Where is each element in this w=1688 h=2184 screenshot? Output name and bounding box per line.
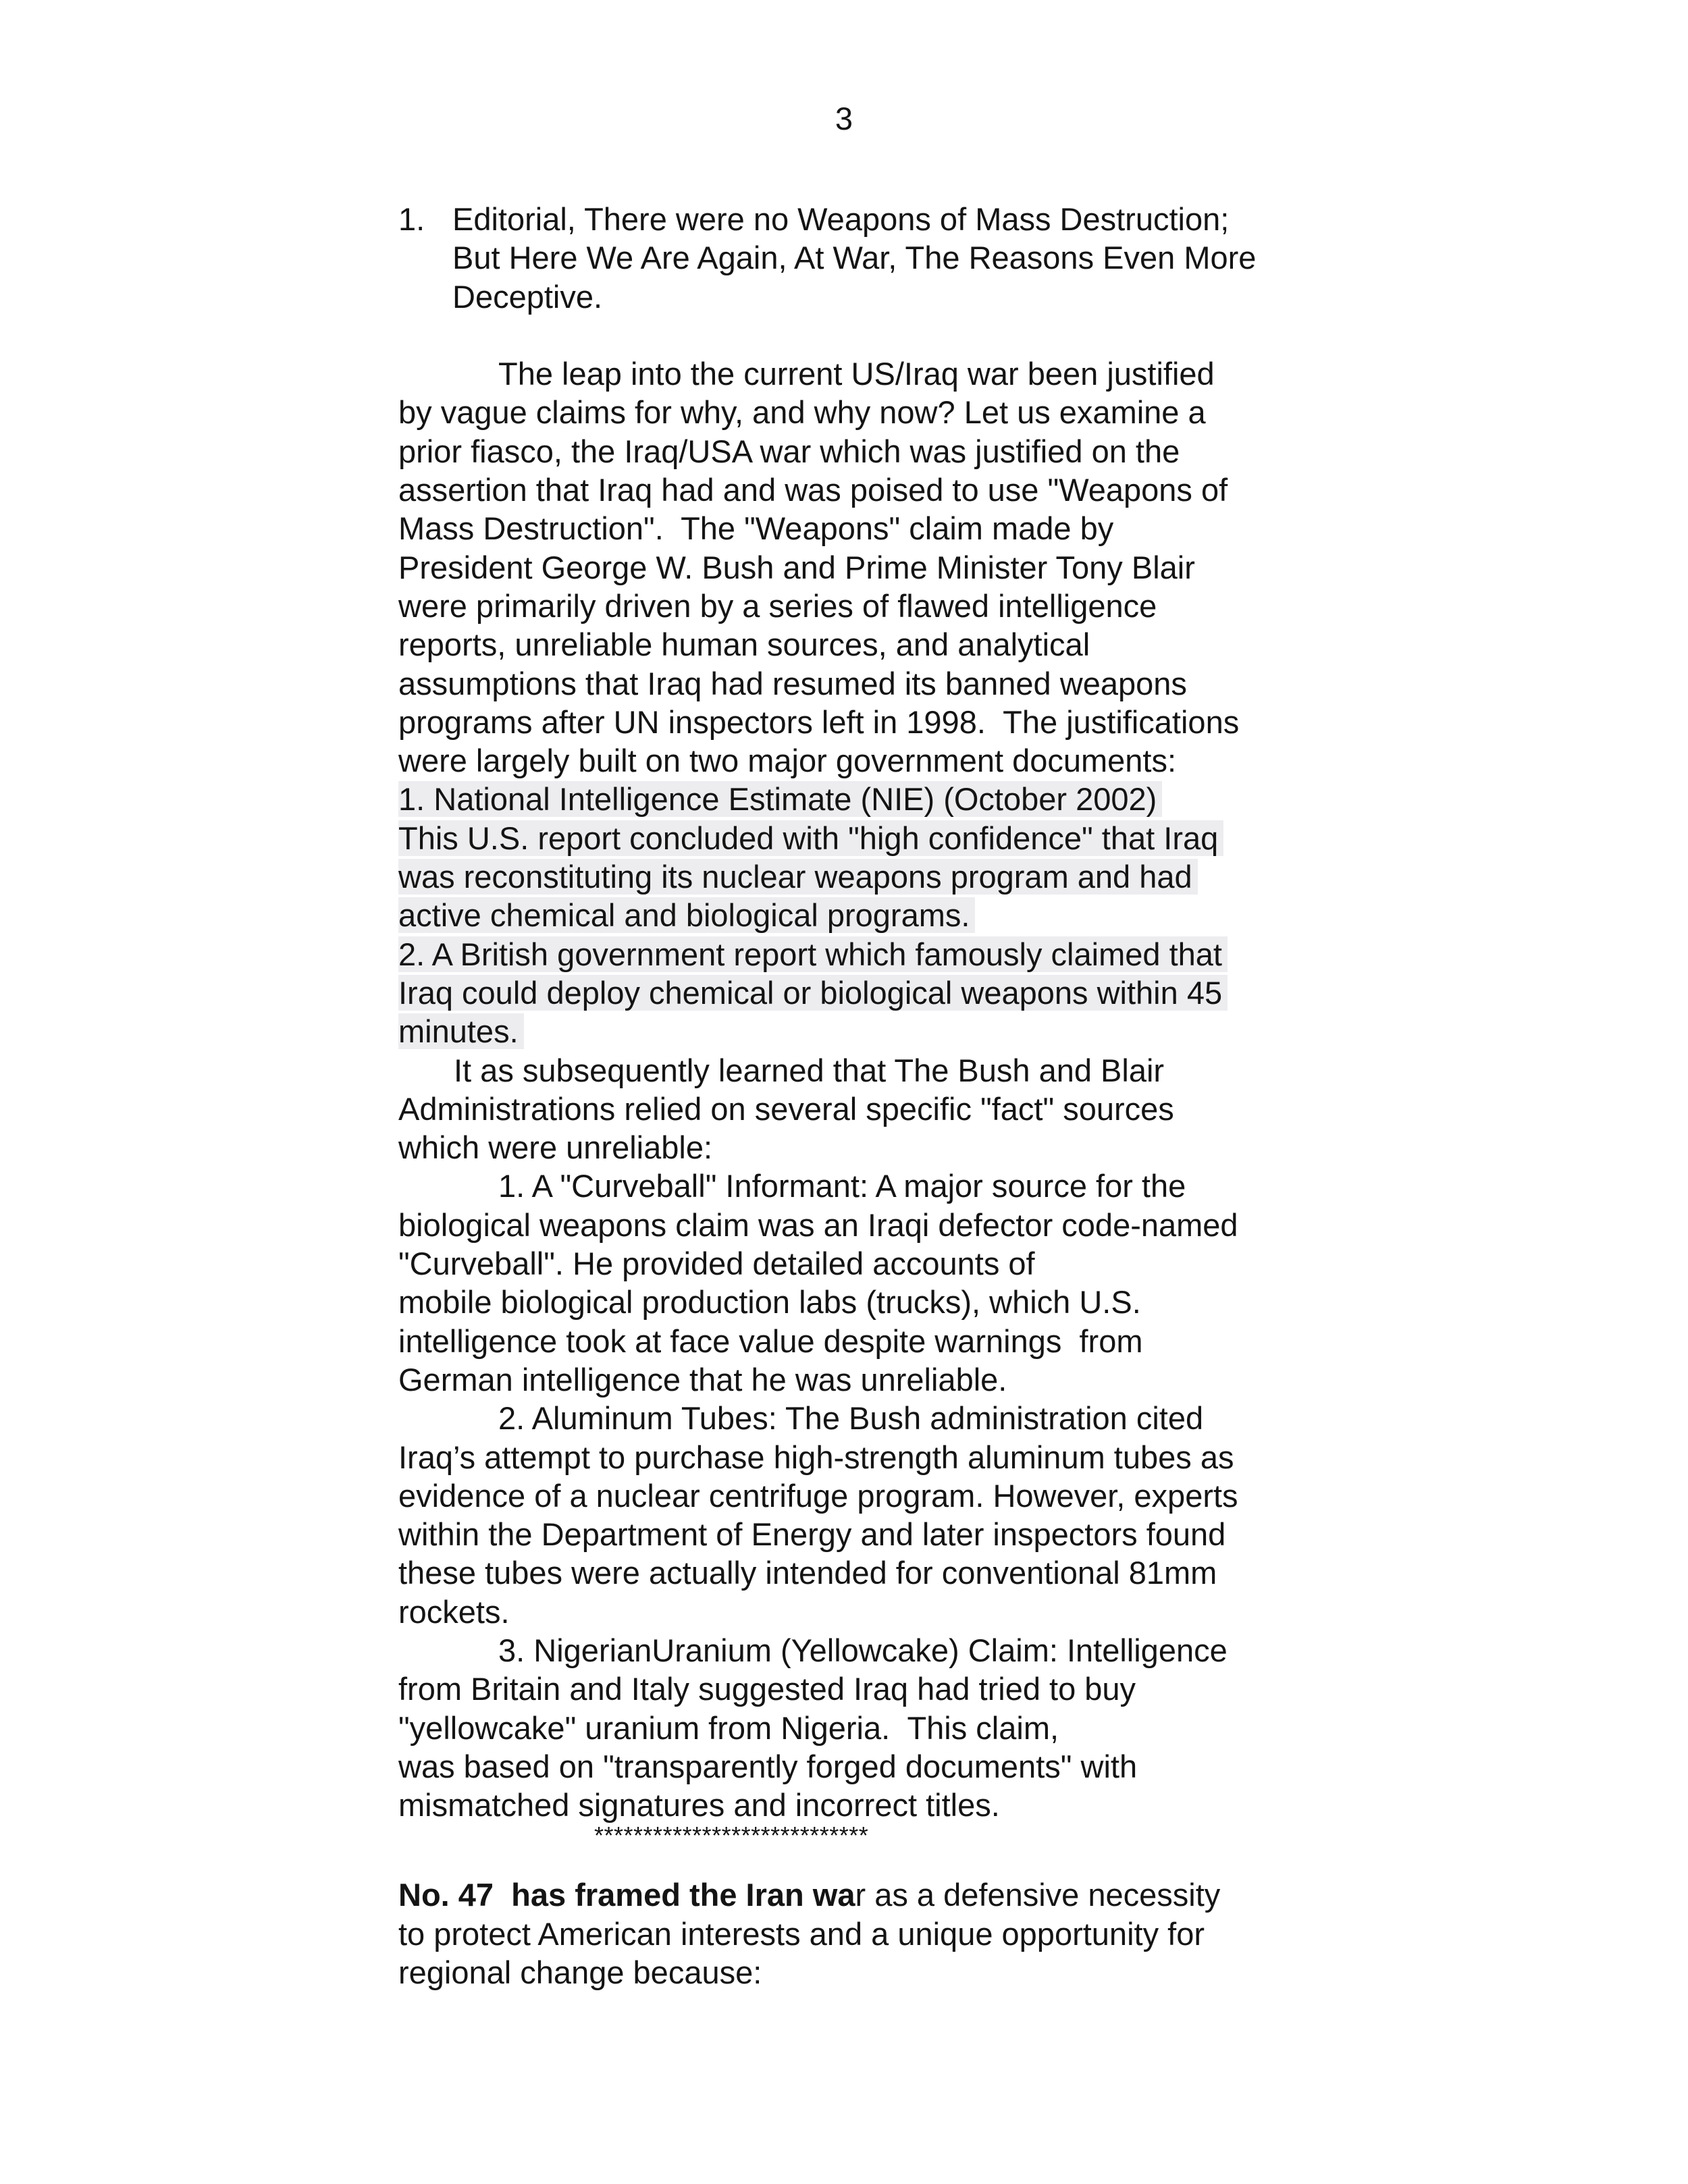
highlighted-line	[398, 974, 1303, 1012]
highlight-text: 2. A British government report which famously claimed that	[398, 936, 1228, 972]
closing-line-1	[398, 1875, 1303, 1914]
tubes-line: 2. Aluminum Tubes: The Bush administration cited	[498, 1400, 1204, 1437]
highlight-text: 1. National Intelligence Estimate (NIE) (October 2002)	[398, 781, 1162, 817]
highlighted-line	[398, 857, 1303, 896]
highlighted-line	[398, 935, 1303, 974]
yellowcake-line: was based on "transparently forged documents" with	[398, 1748, 1138, 1784]
closing-bold-text: No. 47 has framed the Iran wa	[398, 1877, 855, 1913]
intro-line: President George W. Bush and Prime Minister Tony Blair	[398, 549, 1195, 585]
highlighted-line	[398, 780, 1303, 818]
highlight-text: Iraq could deploy chemical or biological weapons within 45	[398, 975, 1228, 1011]
curveball-line: intelligence took at face value despite warnings from	[398, 1323, 1143, 1359]
highlight-text: active chemical and biological programs.	[398, 897, 975, 933]
curveball-line: German intelligence that he was unreliable.	[398, 1361, 1007, 1397]
highlight-text: was reconstituting its nuclear weapons program and had	[398, 859, 1198, 895]
intro-line: were largely built on two major government documents:	[398, 743, 1177, 779]
intro-line: programs after UN inspectors left in 1998. The justifications	[398, 703, 1240, 740]
closing-line: to protect American interests and a unique opportunity for	[398, 1915, 1205, 1952]
tubes-line: Iraq’s attempt to purchase high-strength aluminum tubes as	[398, 1439, 1234, 1475]
closing-text: r as a defensive necessity	[855, 1877, 1221, 1913]
yellowcake-line: from Britain and Italy suggested Iraq had tried to buy	[398, 1671, 1136, 1707]
intro-line: were primarily driven by a series of flawed intelligence	[398, 587, 1157, 624]
intro-line: by vague claims for why, and why now? Let us examine a	[398, 394, 1206, 431]
asterisk-separator: ****************************	[594, 1821, 869, 1850]
sources-intro-line: Administrations relied on several specific "fact" sources	[398, 1090, 1174, 1127]
intro-line: Mass Destruction". The "Weapons" claim made by	[398, 510, 1114, 547]
sources-intro-line: It as subsequently learned that The Bush and Blair	[454, 1052, 1165, 1088]
highlighted-line	[398, 1012, 1303, 1050]
highlight-text: This U.S. report concluded with "high confidence" that Iraq	[398, 820, 1223, 856]
tubes-line: evidence of a nuclear centrifuge program. However, experts	[398, 1477, 1238, 1514]
curveball-line: "Curveball". He provided detailed accounts of	[398, 1246, 1035, 1282]
sources-intro-line: which were unreliable:	[398, 1129, 713, 1166]
heading-line-2: But Here We Are Again, At War, The Reasons Even More	[452, 240, 1257, 276]
intro-line: prior fiasco, the Iraq/USA war which was justified on the	[398, 433, 1180, 469]
intro-line: The leap into the current US/Iraq war been justified	[498, 356, 1215, 392]
heading-text: Editorial, There were no Weapons of Mass Destruction;	[452, 201, 1230, 237]
highlighted-line	[398, 896, 1303, 934]
tubes-line: within the Department of Energy and later inspectors found	[398, 1516, 1226, 1553]
heading-line-1	[398, 200, 1303, 238]
yellowcake-line: 3. NigerianUranium (Yellowcake) Claim: Intelligence	[498, 1632, 1228, 1668]
text-column	[398, 200, 1303, 1992]
intro-line: assertion that Iraq had and was poised to use "Weapons of	[398, 472, 1228, 508]
intro-line: reports, unreliable human sources, and analytical	[398, 627, 1090, 663]
intro-line: assumptions that Iraq had resumed its banned weapons	[398, 665, 1187, 701]
spacer	[398, 316, 1303, 354]
curveball-line: mobile biological production labs (trucks), which U.S.	[398, 1284, 1141, 1321]
closing-line: regional change because:	[398, 1954, 762, 1991]
curveball-line: biological weapons claim was an Iraqi defector code-named	[398, 1206, 1238, 1243]
yellowcake-line: mismatched signatures and incorrect titles.	[398, 1787, 1000, 1823]
heading-line-3: Deceptive.	[452, 278, 603, 315]
page-number: 3	[835, 101, 853, 136]
curveball-line: 1. A "Curveball" Informant: A major source for the	[498, 1168, 1186, 1204]
tubes-line: rockets.	[398, 1593, 510, 1630]
heading-number: 1.	[398, 201, 425, 237]
tubes-line: these tubes were actually intended for conventional 81mm	[398, 1555, 1217, 1591]
highlight-text: minutes.	[398, 1013, 524, 1049]
highlighted-line	[398, 819, 1303, 857]
yellowcake-line: "yellowcake" uranium from Nigeria. This claim,	[398, 1709, 1059, 1746]
